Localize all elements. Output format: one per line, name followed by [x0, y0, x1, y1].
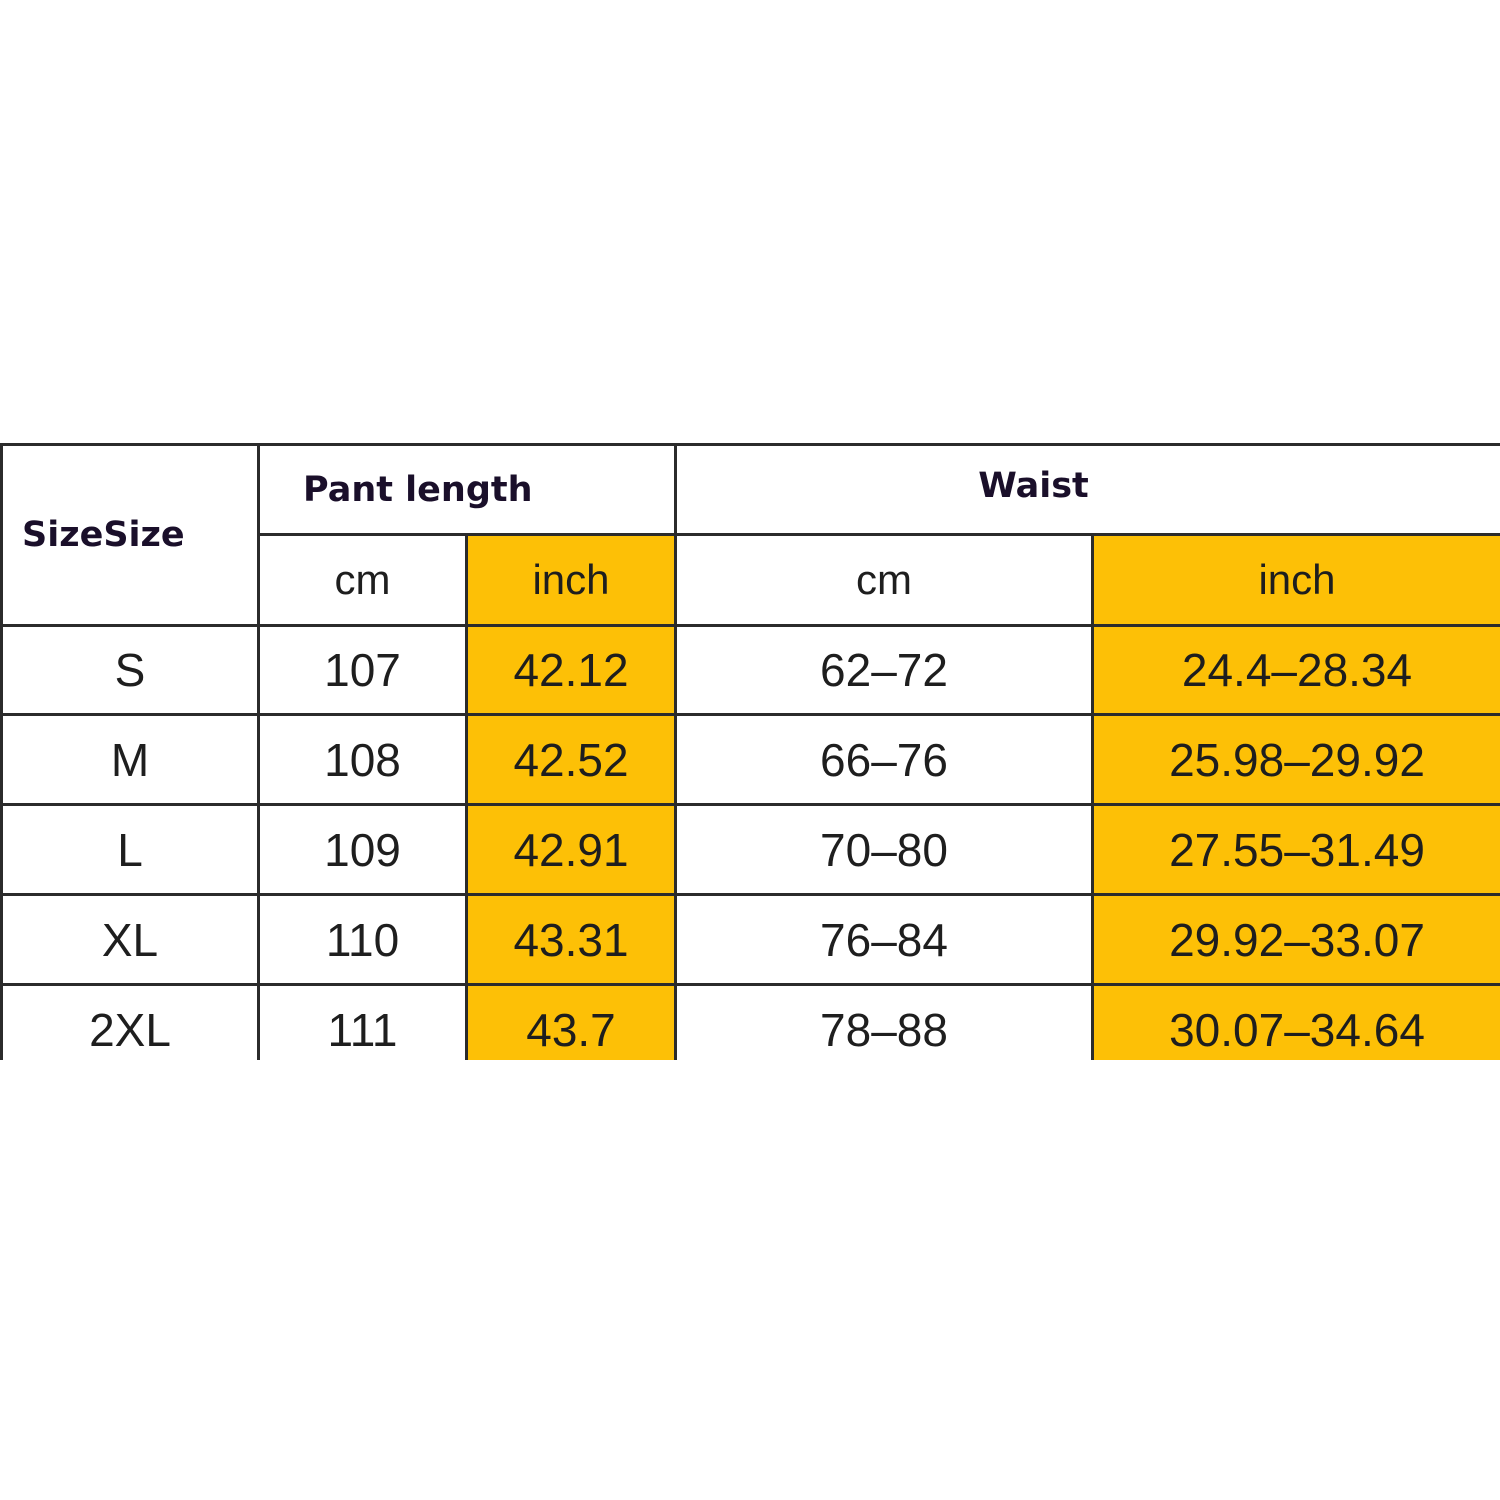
waist-cm-value: 70–80: [820, 823, 948, 876]
pant-inch-value: 42.91: [513, 823, 629, 876]
pant-inch-unit: [468, 536, 674, 624]
pant-inch-value: 43.31: [513, 913, 629, 966]
waist-cm-cell: [677, 716, 1091, 803]
pant-cm-cell: [260, 627, 465, 713]
waist-inch-value: 30.07–34.64: [1169, 1003, 1425, 1056]
waist-header-label: Waist: [978, 466, 1089, 506]
waist-cm-value: 76–84: [820, 913, 948, 966]
pant-inch-value: 42.52: [513, 733, 629, 786]
waist-inch-value: 27.55–31.49: [1169, 823, 1425, 876]
bottom-crop-mask: [0, 1060, 1500, 1500]
pant-cm-cell: [260, 896, 465, 983]
waist-inch-cell: [1094, 716, 1500, 803]
pant-inch-unit-label: inch: [532, 556, 610, 603]
size-cell: [3, 896, 257, 983]
size-value: S: [114, 644, 146, 696]
waist-cm-unit: [677, 536, 1091, 624]
waist-inch-unit-label: inch: [1258, 556, 1336, 603]
pant-length-header-label: Pant length: [303, 469, 533, 510]
waist-inch-value: 29.92–33.07: [1169, 913, 1425, 966]
size-cell: [3, 806, 257, 893]
waist-header: [677, 446, 1500, 526]
size-value: M: [110, 733, 150, 786]
size-value: 2XL: [89, 1003, 171, 1056]
waist-inch-cell: [1094, 806, 1500, 893]
waist-cm-value: 78–88: [820, 1003, 948, 1056]
size-cell: [3, 627, 257, 713]
pant-cm-value: 109: [324, 823, 401, 876]
waist-cm-cell: [677, 627, 1091, 713]
waist-inch-cell: [1094, 627, 1500, 713]
waist-cm-unit-label: cm: [856, 556, 912, 603]
pant-cm-cell: [260, 716, 465, 803]
waist-inch-unit: [1094, 536, 1500, 624]
pant-cm-unit-label: cm: [334, 556, 391, 603]
waist-inch-value: 25.98–29.92: [1169, 733, 1425, 786]
pant-cm-value: 110: [325, 913, 400, 966]
pant-inch-cell: [468, 627, 674, 713]
waist-cm-value: 62–72: [820, 644, 948, 696]
waist-cm-value: 66–76: [820, 733, 948, 786]
pant-cm-value: 107: [324, 644, 401, 696]
waist-cm-cell: [677, 896, 1091, 983]
pant-inch-value: 43.7: [526, 1003, 616, 1056]
pant-inch-cell: [468, 896, 674, 983]
size-cell: [3, 716, 257, 803]
waist-cm-cell: [677, 806, 1091, 893]
pant-cm-cell: [260, 806, 465, 893]
pant-inch-cell: [468, 806, 674, 893]
waist-inch-cell: [1094, 896, 1500, 983]
size-header: [0, 446, 257, 624]
size-value: L: [117, 823, 143, 876]
pant-inch-value: 42.12: [513, 644, 629, 696]
size-value: XL: [101, 913, 159, 966]
pant-cm-unit: [260, 536, 465, 624]
waist-inch-value: 24.4–28.34: [1181, 644, 1413, 696]
size-header-label: SizeSize: [22, 515, 185, 555]
pant-length-header: [260, 446, 674, 533]
pant-cm-value: 111: [327, 1003, 398, 1056]
pant-inch-cell: [468, 716, 674, 803]
pant-cm-value: 108: [324, 733, 401, 786]
